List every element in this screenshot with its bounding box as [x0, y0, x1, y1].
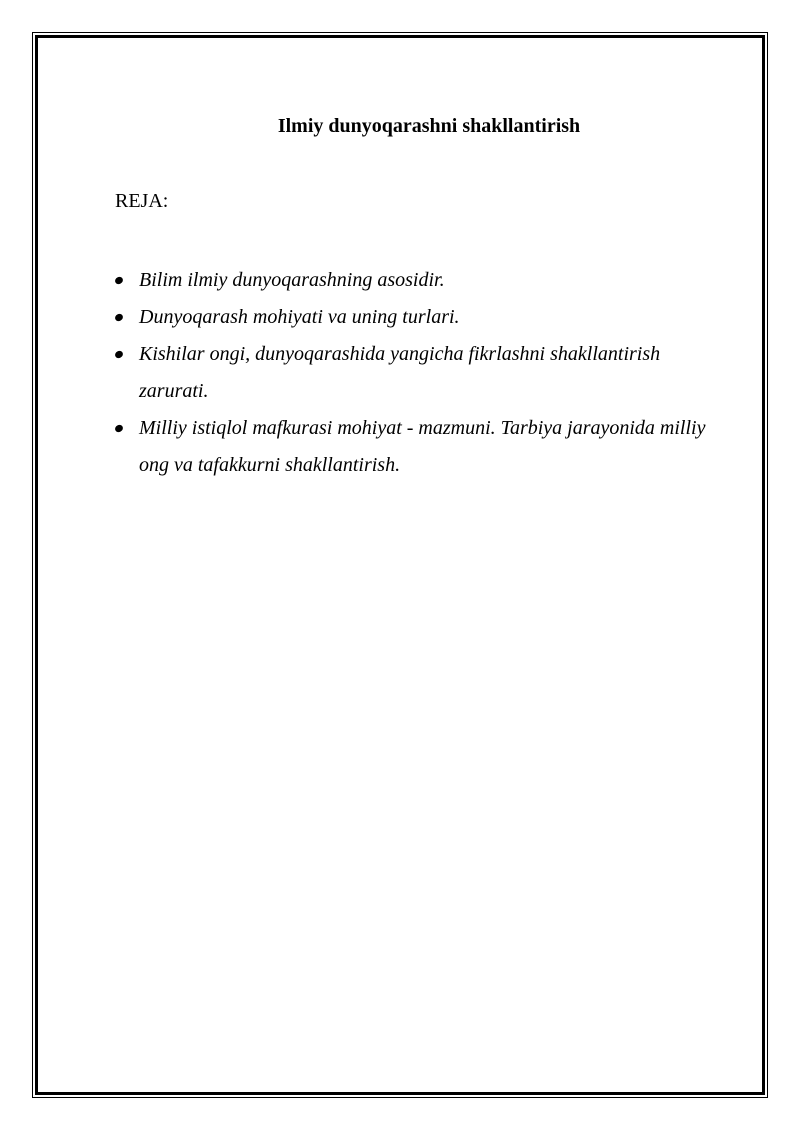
bullet-icon [114, 350, 124, 360]
plan-label: REJA: [115, 190, 169, 212]
bullet-icon [114, 313, 124, 323]
document-title: Ilmiy dunyoqarashni shakllantirish [277, 115, 581, 137]
bullet-icon [114, 424, 124, 434]
plan-item [115, 336, 715, 410]
bullet-icon [114, 276, 124, 286]
plan-item [115, 410, 715, 484]
plan-item [115, 299, 715, 336]
plan-item [115, 262, 715, 299]
plan-item-text: Milliy istiqlol mafkurasi mohiyat - mazmuni. Tarbiya jarayonida milliy ong va tafakkurni shakllantirish. [139, 417, 706, 476]
plan-item-text: Dunyoqarash mohiyati va uning turlari. [139, 306, 460, 328]
plan-list [115, 262, 715, 484]
plan-item-text: Kishilar ongi, dunyoqarashida yangicha fikrlashni shakllantirish zarurati. [139, 343, 661, 402]
plan-item-text: Bilim ilmiy dunyoqarashning asosidir. [139, 269, 445, 291]
